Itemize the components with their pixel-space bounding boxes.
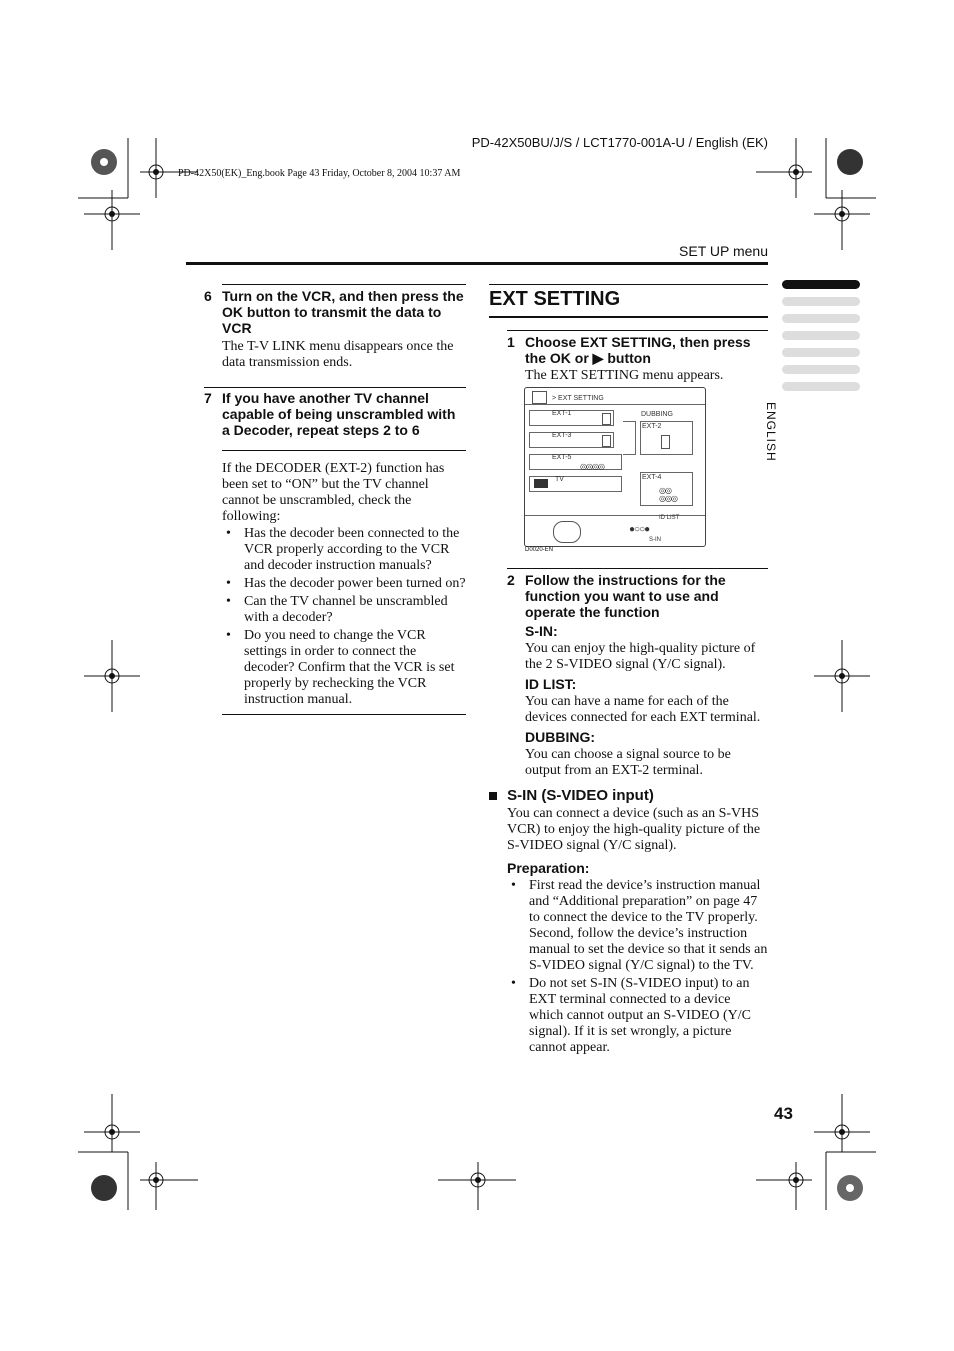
document-id: PD-42X50BU/J/S / LCT1770-001A-U / English (EK) xyxy=(471,135,768,150)
step-number: 2 xyxy=(507,572,515,588)
section-title: SET UP menu xyxy=(679,243,768,259)
av-jack-icon: ◎◎◎◎ xyxy=(580,462,604,471)
list-item: • Has the decoder power been turned on? xyxy=(226,576,466,591)
step-number: 1 xyxy=(507,334,515,350)
square-bullet-icon xyxy=(489,792,497,800)
ext4-box: EXT-4 ◎◎ ◎◎◎ xyxy=(640,472,693,506)
step-body: The EXT SETTING menu appears. xyxy=(525,368,724,383)
connection-arrow xyxy=(623,421,636,455)
chapter-tab xyxy=(782,331,860,340)
chapter-tab xyxy=(782,382,860,391)
chapter-tab xyxy=(782,314,860,323)
scart-icon xyxy=(602,413,611,425)
page-number: 43 xyxy=(774,1104,793,1123)
dubbing-label: DUBBING: xyxy=(525,729,595,745)
navigation-pad-icon xyxy=(553,521,581,543)
left-column xyxy=(204,284,466,715)
scart-icon xyxy=(661,435,670,449)
language-tab: ENGLISH xyxy=(764,402,778,462)
av-jack-icon: ◎◎ ◎◎◎ xyxy=(659,486,677,503)
s-in-label: S-IN xyxy=(649,537,661,543)
step-body: The T-V LINK menu disappears once the data transmission ends. xyxy=(222,339,454,370)
list-item: • Do not set S-IN (S-VIDEO input) to an EXT terminal connected to a device which cannot output an S-VIDEO (Y/C signal). If it is set wrongly, a picture cannot appear. xyxy=(511,976,752,1055)
ok-button-icon: OK xyxy=(549,350,571,366)
preparation-label: Preparation: xyxy=(507,860,590,876)
tv-icon xyxy=(534,479,548,488)
chapter-tab xyxy=(782,365,860,374)
step-1 xyxy=(507,334,768,366)
list-item: • Has the decoder been connected to the VCR properly according to the VCR and decoder instruction manuals? xyxy=(226,526,460,573)
step-number: 7 xyxy=(204,390,212,406)
ext1-box: EXT-1 xyxy=(529,410,614,426)
figure-code: D0020-EN xyxy=(525,547,554,553)
menu-heading: > EXT SETTING xyxy=(552,395,604,402)
dubbing-desc: You can choose a signal source to be output from an EXT-2 terminal. xyxy=(525,747,731,778)
chapter-tab xyxy=(782,348,860,357)
s-in-section-title: S-IN (S-VIDEO input) xyxy=(507,787,654,804)
step-title: Follow the instructions for the function you want to use and operate the function xyxy=(525,572,726,620)
ext3-box: EXT-3 xyxy=(529,432,614,448)
ok-button-icon: OK xyxy=(222,304,243,320)
step-number: 6 xyxy=(204,288,212,304)
tv-box: TV xyxy=(529,476,622,492)
section-heading: EXT SETTING xyxy=(489,288,621,310)
id-list-label: ID LIST: xyxy=(525,676,577,692)
right-arrow-icon: ▶ xyxy=(592,350,604,366)
step-7 xyxy=(204,390,466,438)
id-list-label: ID LIST xyxy=(659,515,680,521)
step-2 xyxy=(507,572,768,620)
dubbing-label: DUBBING xyxy=(641,411,673,418)
step-title: If you have another TV channel capable of being unscrambled with a Decoder, repeat steps 2 to 6 xyxy=(222,390,456,438)
header-rule xyxy=(186,262,768,265)
list-item: • Do you need to change the VCR settings in order to connect the decoder? Confirm that the VCR is set properly by rechecking the VCR instruction manual. xyxy=(226,628,455,707)
s-in-section xyxy=(489,787,768,1056)
ext5-box: EXT-5 ◎◎◎◎ xyxy=(529,454,622,470)
s-in-label: S-IN: xyxy=(525,623,558,639)
list-item: • Can the TV channel be unscrambled with a decoder? xyxy=(226,594,448,625)
s-in-desc: You can enjoy the high-quality picture of the 2 S-VIDEO signal (Y/C signal). xyxy=(525,641,756,672)
right-column-lower xyxy=(489,568,768,1056)
book-info: PD-42X50(EK)_Eng.book Page 43 Friday, October 8, 2004 10:37 AM xyxy=(178,168,461,179)
ext-setting-menu-image xyxy=(524,387,706,547)
ext2-box: EXT-2 xyxy=(640,421,693,455)
chapter-tab xyxy=(782,297,860,306)
chapter-tab-active xyxy=(782,280,860,289)
color-buttons-icon: ●○○● xyxy=(629,524,650,535)
step-title: Turn on the VCR, and then press the OK button to transmit the data to VCR xyxy=(222,288,464,336)
note-intro: If the DECODER (EXT-2) function has been set to “ON” but the TV channel cannot be unscrambled, check the following: xyxy=(222,461,445,524)
right-column xyxy=(489,284,768,384)
scart-icon xyxy=(602,435,611,447)
menu-icon xyxy=(532,391,547,404)
s-in-section-body: You can connect a device (such as an S-VHS VCR) to enjoy the high-quality picture of the S-VIDEO signal (Y/C signal). xyxy=(507,806,761,853)
chapter-tabs xyxy=(782,280,860,399)
step-title: Choose EXT SETTING, then press the OK or ▶ button xyxy=(525,334,751,366)
id-list-desc: You can have a name for each of the devices connected for each EXT terminal. xyxy=(525,694,761,725)
step-6 xyxy=(204,288,466,336)
list-item: • First read the device’s instruction manual and “Additional preparation” on page 47 to connect the device to the TV properly. Second, follow the device’s instruction manual to set the device so that it sends an S-VIDEO signal (Y/C signal) to the TV. xyxy=(511,878,768,973)
troubleshoot-note xyxy=(222,450,466,715)
